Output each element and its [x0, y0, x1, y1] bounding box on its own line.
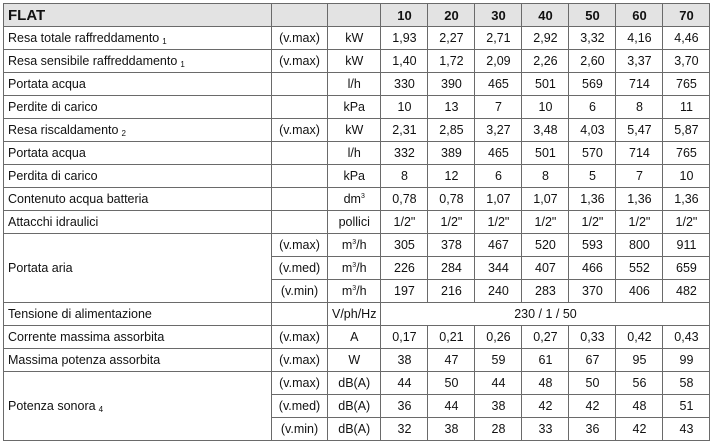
value-cell: 501	[522, 142, 569, 165]
value-cell: 467	[475, 234, 522, 257]
value-cell: 406	[616, 280, 663, 303]
unit-cell	[328, 188, 381, 211]
value-cell: 1/2"	[522, 211, 569, 234]
row-label: Portata acqua	[8, 77, 86, 91]
unit-cell	[328, 165, 381, 188]
value-cell: 1,07	[522, 188, 569, 211]
value-cell: 330	[381, 73, 428, 96]
unit-label: W	[348, 353, 361, 367]
spec-table	[3, 3, 710, 441]
value-cell: 11	[663, 96, 710, 119]
mode-cell: (v.max)	[272, 119, 328, 142]
value-cell: 42	[569, 395, 616, 418]
unit-exponent: 3	[360, 193, 365, 200]
mode-cell	[272, 96, 328, 119]
mode-cell: (v.max)	[272, 326, 328, 349]
mode-cell	[272, 188, 328, 211]
unit-label: A	[350, 330, 359, 344]
table-row	[4, 372, 710, 395]
value-cell: 99	[663, 349, 710, 372]
value-cell: 38	[428, 418, 475, 441]
value-cell: 520	[522, 234, 569, 257]
unit-label: kW	[345, 54, 364, 68]
table-row	[4, 96, 710, 119]
value-cell: 48	[616, 395, 663, 418]
header-blank-mode	[272, 4, 328, 27]
value-cell: 283	[522, 280, 569, 303]
value-cell: 2,09	[475, 50, 522, 73]
row-label: Portata aria	[8, 261, 73, 275]
value-cell: 28	[475, 418, 522, 441]
value-cell: 5,87	[663, 119, 710, 142]
mode-cell: (v.med)	[272, 257, 328, 280]
value-cell: 407	[522, 257, 569, 280]
value-cell: 10	[522, 96, 569, 119]
value-cell: 800	[616, 234, 663, 257]
unit-label: kW	[345, 31, 364, 45]
value-cell: 8	[522, 165, 569, 188]
unit-cell	[328, 96, 381, 119]
value-cell: 58	[663, 372, 710, 395]
value-cell: 0,17	[381, 326, 428, 349]
footnote-ref: 4	[98, 404, 104, 414]
value-cell: 593	[569, 234, 616, 257]
value-cell: 0,21	[428, 326, 475, 349]
value-cell: 33	[522, 418, 569, 441]
row-label-cell	[4, 326, 272, 349]
value-cell: 1/2"	[616, 211, 663, 234]
unit-label: kPa	[343, 100, 365, 114]
value-cell: 2,26	[522, 50, 569, 73]
value-cell: 50	[569, 372, 616, 395]
value-cell: 284	[428, 257, 475, 280]
table-row	[4, 326, 710, 349]
unit-label: V/ph/Hz	[332, 307, 377, 321]
value-cell: 2,71	[475, 27, 522, 50]
column-header: 10	[381, 4, 428, 27]
value-cell: 390	[428, 73, 475, 96]
unit-cell	[328, 349, 381, 372]
unit-label: m	[341, 261, 353, 275]
value-cell: 2,92	[522, 27, 569, 50]
row-label-cell	[4, 188, 272, 211]
unit-cell	[328, 395, 381, 418]
unit-label: dB(A)	[338, 422, 371, 436]
table-row	[4, 349, 710, 372]
unit-suffix: /h	[356, 238, 367, 252]
row-label: Massima potenza assorbita	[8, 353, 161, 367]
value-cell: 569	[569, 73, 616, 96]
row-label: Attacchi idraulici	[8, 215, 99, 229]
value-cell: 0,78	[381, 188, 428, 211]
value-cell: 12	[428, 165, 475, 188]
unit-cell	[328, 234, 381, 257]
value-cell: 659	[663, 257, 710, 280]
value-cell: 50	[428, 372, 475, 395]
value-cell: 2,31	[381, 119, 428, 142]
value-cell: 2,60	[569, 50, 616, 73]
mode-cell	[272, 142, 328, 165]
value-cell: 911	[663, 234, 710, 257]
value-cell: 13	[428, 96, 475, 119]
unit-label: kW	[345, 123, 364, 137]
unit-label: m	[341, 238, 353, 252]
column-header: 30	[475, 4, 522, 27]
table-row	[4, 165, 710, 188]
spec-table-body	[4, 4, 710, 441]
value-cell: 482	[663, 280, 710, 303]
unit-cell	[328, 372, 381, 395]
row-label: Tensione di alimentazione	[8, 307, 152, 321]
table-title: FLAT	[4, 4, 272, 27]
value-cell: 3,32	[569, 27, 616, 50]
table-row	[4, 234, 710, 257]
unit-label: dm	[343, 192, 361, 206]
value-cell: 7	[616, 165, 663, 188]
mode-cell: (v.med)	[272, 395, 328, 418]
value-cell: 1/2"	[663, 211, 710, 234]
value-cell: 0,27	[522, 326, 569, 349]
value-cell: 36	[569, 418, 616, 441]
value-cell: 4,03	[569, 119, 616, 142]
value-cell: 38	[381, 349, 428, 372]
row-label: Corrente massima assorbita	[8, 330, 165, 344]
mode-cell: (v.min)	[272, 280, 328, 303]
value-cell: 570	[569, 142, 616, 165]
unit-cell	[328, 211, 381, 234]
value-cell: 47	[428, 349, 475, 372]
row-label-cell	[4, 50, 272, 73]
row-label-cell	[4, 211, 272, 234]
unit-label: l/h	[347, 146, 361, 160]
value-cell: 42	[616, 418, 663, 441]
value-cell: 0,26	[475, 326, 522, 349]
row-label-cell	[4, 27, 272, 50]
value-cell: 67	[569, 349, 616, 372]
mode-cell	[272, 165, 328, 188]
value-cell: 197	[381, 280, 428, 303]
table-row	[4, 50, 710, 73]
table-row	[4, 188, 710, 211]
row-label: Resa riscaldamento	[8, 122, 119, 137]
unit-suffix: /h	[356, 284, 367, 298]
unit-exponent: 3	[352, 262, 357, 269]
unit-suffix: /h	[356, 261, 367, 275]
value-cell: 714	[616, 73, 663, 96]
row-label: Contenuto acqua batteria	[8, 192, 149, 206]
row-label-cell	[4, 142, 272, 165]
value-cell: 0,43	[663, 326, 710, 349]
footnote-ref: 2	[121, 128, 126, 138]
value-cell: 1,36	[663, 188, 710, 211]
table-row	[4, 211, 710, 234]
header-row	[4, 4, 710, 27]
value-cell: 10	[663, 165, 710, 188]
row-label: Resa sensibile raffreddamento	[8, 53, 178, 68]
value-cell: 465	[475, 73, 522, 96]
value-cell: 4,46	[663, 27, 710, 50]
value-cell: 2,27	[428, 27, 475, 50]
unit-cell	[328, 119, 381, 142]
column-header: 60	[616, 4, 663, 27]
value-cell: 10	[381, 96, 428, 119]
unit-cell	[328, 326, 381, 349]
value-cell: 5	[569, 165, 616, 188]
value-cell: 1,72	[428, 50, 475, 73]
value-cell: 51	[663, 395, 710, 418]
unit-label: pollici	[338, 215, 370, 229]
value-cell: 6	[569, 96, 616, 119]
unit-label: dB(A)	[338, 376, 371, 390]
row-label-cell	[4, 303, 272, 326]
value-cell: 216	[428, 280, 475, 303]
mode-cell: (v.max)	[272, 50, 328, 73]
value-cell: 1,36	[569, 188, 616, 211]
value-cell: 240	[475, 280, 522, 303]
header-blank-unit	[328, 4, 381, 27]
row-label-cell	[4, 73, 272, 96]
value-cell: 2,85	[428, 119, 475, 142]
footnote-ref: 1	[180, 59, 185, 69]
mode-cell: (v.max)	[272, 372, 328, 395]
value-cell: 1,36	[616, 188, 663, 211]
value-cell: 1/2"	[475, 211, 522, 234]
value-cell: 552	[616, 257, 663, 280]
unit-exponent: 3	[352, 239, 357, 246]
value-cell: 44	[381, 372, 428, 395]
row-label: Potenza sonora	[8, 398, 96, 413]
row-label-cell	[4, 96, 272, 119]
value-cell: 501	[522, 73, 569, 96]
unit-cell	[328, 142, 381, 165]
unit-cell	[328, 257, 381, 280]
row-label-cell	[4, 234, 272, 303]
row-label: Perdita di carico	[8, 169, 98, 183]
column-header: 70	[663, 4, 710, 27]
row-label-cell	[4, 119, 272, 142]
value-cell: 95	[616, 349, 663, 372]
value-cell: 0,78	[428, 188, 475, 211]
mode-cell	[272, 73, 328, 96]
unit-label: dB(A)	[338, 399, 371, 413]
value-cell: 1,40	[381, 50, 428, 73]
row-label-cell	[4, 349, 272, 372]
mode-cell: (v.max)	[272, 349, 328, 372]
value-cell: 42	[522, 395, 569, 418]
value-cell: 0,33	[569, 326, 616, 349]
row-label: Resa totale raffreddamento	[8, 30, 160, 45]
value-cell: 332	[381, 142, 428, 165]
value-cell: 56	[616, 372, 663, 395]
table-row	[4, 27, 710, 50]
value-cell: 226	[381, 257, 428, 280]
unit-label: m	[341, 284, 353, 298]
value-cell: 466	[569, 257, 616, 280]
value-cell: 48	[522, 372, 569, 395]
value-cell: 1,93	[381, 27, 428, 50]
row-label-cell	[4, 372, 272, 441]
unit-label: l/h	[347, 77, 361, 91]
mode-cell: (v.max)	[272, 27, 328, 50]
value-cell: 32	[381, 418, 428, 441]
value-cell: 44	[428, 395, 475, 418]
footnote-ref: 1	[162, 36, 167, 46]
value-cell: 1,07	[475, 188, 522, 211]
value-cell: 765	[663, 73, 710, 96]
mode-cell: (v.max)	[272, 234, 328, 257]
value-cell: 1/2"	[569, 211, 616, 234]
unit-exponent: 3	[352, 285, 357, 292]
value-cell: 6	[475, 165, 522, 188]
value-cell: 465	[475, 142, 522, 165]
row-label: Perdite di carico	[8, 100, 98, 114]
value-cell: 7	[475, 96, 522, 119]
column-header: 50	[569, 4, 616, 27]
value-cell: 389	[428, 142, 475, 165]
value-cell: 765	[663, 142, 710, 165]
value-cell: 44	[475, 372, 522, 395]
column-header: 40	[522, 4, 569, 27]
value-cell: 5,47	[616, 119, 663, 142]
value-cell: 8	[616, 96, 663, 119]
unit-cell	[328, 27, 381, 50]
value-cell: 378	[428, 234, 475, 257]
column-header: 20	[428, 4, 475, 27]
value-cell: 305	[381, 234, 428, 257]
table-row	[4, 73, 710, 96]
value-cell: 3,37	[616, 50, 663, 73]
mode-cell	[272, 211, 328, 234]
value-cell: 3,27	[475, 119, 522, 142]
value-cell: 4,16	[616, 27, 663, 50]
unit-cell	[328, 418, 381, 441]
value-cell: 1/2"	[381, 211, 428, 234]
unit-label: kPa	[343, 169, 365, 183]
value-cell: 36	[381, 395, 428, 418]
value-cell: 344	[475, 257, 522, 280]
mode-cell	[272, 303, 328, 326]
table-row	[4, 142, 710, 165]
value-cell: 714	[616, 142, 663, 165]
value-cell: 370	[569, 280, 616, 303]
unit-cell	[328, 73, 381, 96]
value-cell: 3,70	[663, 50, 710, 73]
value-cell: 43	[663, 418, 710, 441]
value-cell: 61	[522, 349, 569, 372]
value-cell: 8	[381, 165, 428, 188]
unit-cell	[328, 50, 381, 73]
table-row	[4, 303, 710, 326]
mode-cell: (v.min)	[272, 418, 328, 441]
value-cell: 3,48	[522, 119, 569, 142]
value-cell: 0,42	[616, 326, 663, 349]
row-label: Portata acqua	[8, 146, 86, 160]
value-cell: 59	[475, 349, 522, 372]
value-cell: 38	[475, 395, 522, 418]
row-label-cell	[4, 165, 272, 188]
table-row	[4, 119, 710, 142]
unit-cell	[328, 280, 381, 303]
unit-cell	[328, 303, 381, 326]
value-cell: 1/2"	[428, 211, 475, 234]
voltage-value: 230 / 1 / 50	[381, 303, 710, 326]
